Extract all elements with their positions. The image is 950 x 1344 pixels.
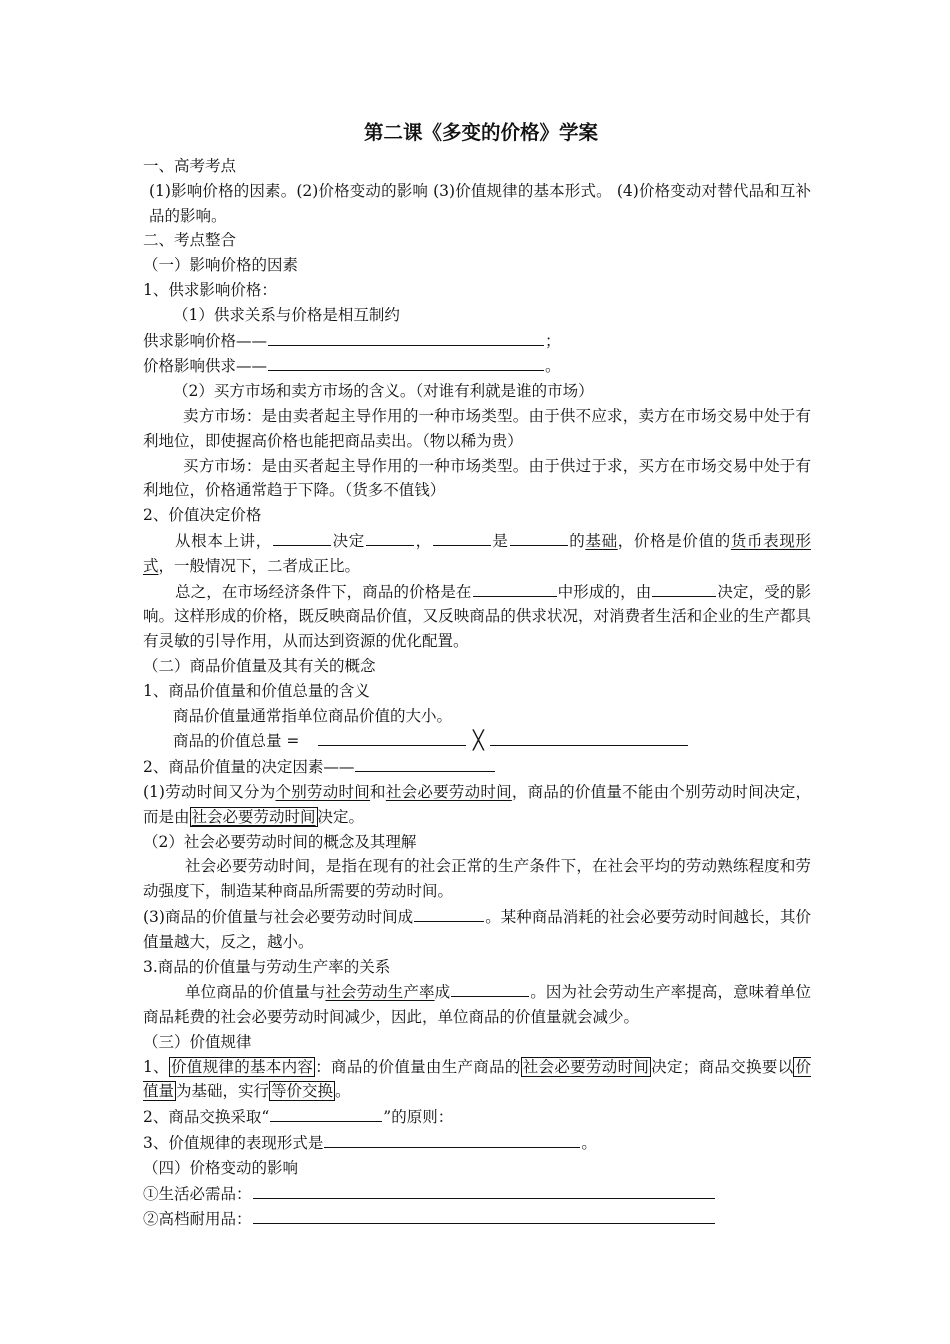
text: 成 [434,983,451,1002]
paragraph [143,1055,811,1105]
blank-field[interactable] [355,754,495,772]
text: 3、价值规律的表现形式是 [143,1134,324,1153]
item-heading: 3.商品的价值量与劳动生产率的关系 [143,957,391,976]
item-heading: 1、供求影响价格： [143,280,277,299]
blank-field[interactable] [490,728,688,746]
item-heading: 1、商品价值量和价值总量的含义 [143,681,370,700]
text: 的影响。这样形成的价格，既反映商品价值，又反映商品的供求状况，对消费者生活和企业的生产都具有灵敏的引导作用，从而达到资源的优化配置。 [143,582,811,651]
fill-paragraph [143,904,811,955]
text: 1、 [143,1057,169,1076]
fill-paragraph [143,579,811,654]
blank-field[interactable] [270,1104,382,1122]
blank-field[interactable] [414,904,484,922]
exam-points-text: (1)影响价格的因素。(2)价格变动的影响 (3)价值规律的基本形式。 (4)价格变动对替代品和互补品的影响。 [149,181,811,225]
subsection-heading: （二）商品价值量及其有关的概念 [143,656,376,675]
underlined-text: 基础 [585,531,618,550]
section-heading: 一、高考考点 [143,157,237,175]
fill-line [143,1104,811,1130]
blank-field[interactable] [451,979,529,997]
item-subheading: （2）买方市场和卖方市场的含义。（对谁有利就是谁的市场） [173,382,594,401]
blank-field[interactable] [473,579,557,597]
item-subheading: （1）供求关系与价格是相互制约 [173,305,400,324]
text: 决定 [331,531,365,550]
fill-paragraph [143,979,811,1030]
text: (3)商品的价值量与社会必要劳动时间成 [143,907,414,926]
document-page [143,118,811,1232]
text: ，价格是价值的 [617,531,731,550]
paragraph: 卖方市场：是由卖者起主导作用的一种市场类型。由于供不应求，卖方在市场交易中处于有利地位，即使握高价格也能把商品卖出。（物以稀为贵） [143,406,811,450]
text: 决定。 [317,807,365,826]
fill-line [143,1181,811,1207]
text: 总之，在市场经济条件下，商品的价格是在 [175,582,472,601]
item-heading: 2、商品价值量的决定因素—— [143,758,355,777]
definition: 商品价值量通常指单位商品价值的大小。 [173,706,453,725]
paragraph: 社会必要劳动时间，是指在现有的社会正常的生产条件下，在社会平均的劳动熟练程度和劳动强度下，制造某种商品所需要的劳动时间。 [143,857,811,901]
blank-field[interactable] [324,1130,580,1148]
section-heading: 二、考点整合 [143,231,237,250]
text: 。 [581,1134,597,1153]
text: ，商品的价值量不能由个别劳动时间决定，而是由 [143,782,811,826]
times-sign: ╳ [472,730,484,752]
underlined-text: 货币表现形式 [143,531,811,575]
boxed-text: 等价交换 [271,1082,334,1101]
text: 。某种商品消耗的社会必要劳动时间越长，其价值量越大，反之，越小。 [143,907,811,951]
text: 单位商品的价值量与 [185,983,326,1002]
subsection-heading: （三）价值规律 [143,1032,252,1051]
label: 供求影响价格—— [143,331,268,350]
blank-field[interactable] [318,728,466,746]
boxed-text: 价值量 [143,1057,811,1101]
text: 决定，受 [717,582,780,601]
blank-field[interactable] [652,579,716,597]
text: 的 [568,531,586,550]
underlined-text: 个别劳动时间 [275,782,371,801]
text: ：商品的价值量由生产商品的 [315,1057,521,1076]
text: ②高档耐用品： [143,1210,252,1229]
blank-field[interactable] [273,528,331,546]
blank-field[interactable] [433,528,491,546]
label: 价格影响供求—— [143,357,268,376]
text: (1)劳动时间又分为 [143,782,276,801]
text: 是 [491,531,509,550]
item-subheading: （2）社会必要劳动时间的概念及其理解 [143,832,417,851]
text: ，一般情况下，二者成正比。 [158,556,361,575]
formula-line [143,728,811,754]
text: 。因为社会劳动生产率提高，意味着单位商品耗费的社会必要劳动时间减少，因此，单位商品的价值量就会减少。 [143,983,811,1027]
paragraph: 买方市场：是由买者起主导作用的一种市场类型。由于供过于求，买方在市场交易中处于有利地位，价格通常趋于下降。（货多不值钱） [143,456,811,500]
text: 2、商品交换采取“ [143,1108,270,1127]
fill-line [143,1130,811,1156]
boxed-text: 社会必要劳动时间 [191,807,316,826]
text: 为基础，实行 [176,1082,270,1101]
blank-field[interactable] [510,528,568,546]
item-heading: 2、价值决定价格 [143,506,262,525]
fill-paragraph [143,528,811,579]
text: 和 [370,782,386,801]
formula-label: 商品的价值总量 = [173,732,300,751]
blank-field[interactable] [268,328,544,346]
text: ”的原则： [383,1108,454,1127]
blank-field[interactable] [253,1206,715,1224]
punct: ； [545,331,561,350]
blank-field[interactable] [253,1181,715,1199]
blank-field[interactable] [366,528,414,546]
boxed-text: 价值规律的基本内容 [170,1057,314,1076]
subsection-heading: （四）价格变动的影响 [143,1158,299,1177]
fill-line [143,1206,811,1232]
blank-field[interactable] [268,353,544,371]
underlined-text: 社会必要劳动时间 [385,782,512,801]
boxed-text: 社会必要劳动时间 [522,1057,650,1076]
fill-line [143,353,811,379]
text: 决定；商品交换要以 [651,1057,794,1076]
underlined-text: 社会劳动生产率 [325,983,435,1002]
text: 中形成的，由 [557,582,652,601]
paragraph [143,780,811,830]
text: 从根本上讲， [175,531,272,550]
subsection-heading: （一）影响价格的因素 [143,256,299,275]
page-title: 第二课《多变的价格》学案 [363,121,598,144]
fill-line [143,754,811,780]
fill-line [143,328,811,354]
text: 。 [335,1082,351,1101]
text: ①生活必需品： [143,1184,252,1203]
punct: 。 [545,357,561,376]
text: ， [414,531,432,550]
